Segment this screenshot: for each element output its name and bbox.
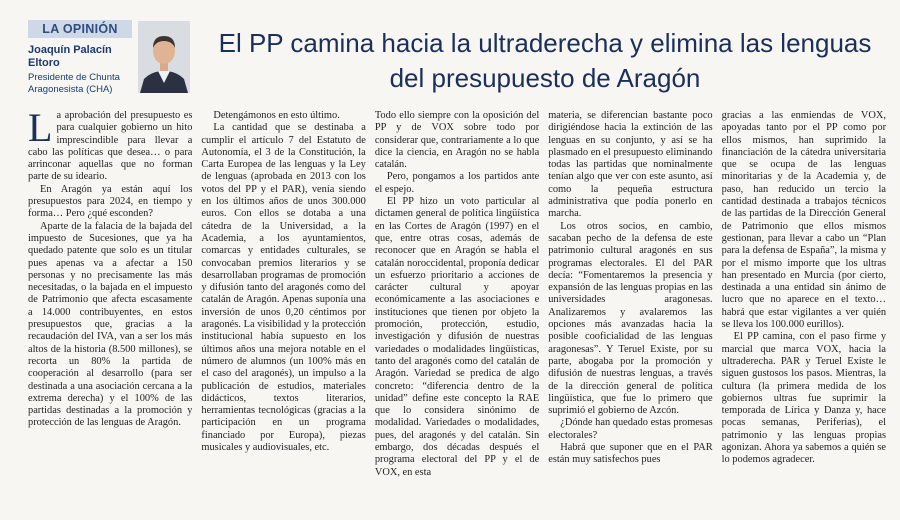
paragraph: El PP hizo un voto particular al dictamen general de política lingüística en las Cortes de Aragón (1997) en el que, entre otras cosas, además de reconocer que en Aragón se habla el catalán noroccidental, proponía dedicar un esfuerzo prioritario a acciones de carácter cultural y apoyar económicamente a las asociaciones e instituciones que tienen por objeto la promoción, protección, estudio, investigación y difusión de nuestras variedades o modalidades lingüísticas, tanto del aragonés como del catalán de Aragón. Variedad se predica de algo concreto: “diferencia dentro de la unidad” define este concepto la RAE que lo considera sinónimo de modalidad. Variedades o modalidades, pues, del aragonés y del catalán. Sin embargo, dos décadas después el programa electoral del PP y el de VOX, en esta bbox=[374, 196, 540, 478]
column-4 bbox=[548, 110, 712, 510]
paragraph bbox=[28, 110, 192, 184]
section-label: LA OPINIÓN bbox=[28, 20, 132, 38]
article-body bbox=[28, 110, 886, 510]
author-role: Presidente de Chunta Aragonesista (CHA) bbox=[28, 72, 120, 95]
drop-cap: L bbox=[28, 110, 53, 150]
column-1 bbox=[28, 110, 192, 510]
column-5 bbox=[722, 110, 886, 510]
article-header bbox=[0, 0, 900, 104]
paragraph: En Aragón ya están aquí los presupuestos para 2024, en tiempo y forma… Pero ¿qué esconden? bbox=[28, 183, 193, 220]
paragraph: Aparte de la falacia de la bajada del impuesto de Sucesiones, que ya ha quedado patente que solo es un titular pues apenas va a afectar a 150 personas y no precisamente las más necesitadas, o la bajada en el impuesto de Patrimonio que afecta escasamente a 14.000 contribuyentes, en estos presupuestos que, gracias a la recaudación del IVA, van a ser los más altos de la historia (8.500 millones), se recorta un 80% la partida de cooperación al desarrollo (para ser destinada a una asociación cercana a la extrema derecha) y el 100% de las partidas destinadas a la promoción y protección de las lenguas de Aragón. bbox=[28, 220, 193, 429]
paragraph: El PP camina, con el paso firme y marcial que marca VOX, hacia la ultraderecha. PAR y Teruel Existe le siguen gustosos los pasos. Mientras, la cultura (la primera medida de los gobiernos ultras fue suprimir la temporada de Lírica y Danza y, hace pocas semanas, Periferias), el patrimonio y las lenguas propias agonizan. Ahora ya sabemos a quién se lo podemos agradecer. bbox=[721, 331, 887, 466]
paragraph: ¿Dónde han quedado estas promesas electorales? bbox=[548, 417, 713, 441]
paragraph: Los otros socios, en cambio, sacaban pecho de la defensa de este patrimonio cultural aragonés en sus programas electorales. El del PAR decía: “Fomentaremos la presencia y expansión de las lenguas propias en las universidades aragonesas. Analizaremos y avalaremos las opciones más avanzadas hacia la posible cooficialidad de las lenguas aragonesas”. Y Teruel Existe, por su parte, abogaba por la promoción y difusión de nuestras lenguas, a través de la dirección general de política lingüística, que fue lo primero que suprimió el gobierno de Azcón. bbox=[548, 220, 713, 417]
paragraph: materia, se diferencian bastante poco dirigiéndose hacia la extinción de las lenguas en su conjunto, y así se ha plasmado en el presupuesto eliminando todas las partidas que nominalmente tenían algo que ver con este asunto, así como la pequeña estructura administrativa que podía ponerlo en marcha. bbox=[548, 110, 713, 220]
paragraph: Pero, pongamos a los partidos ante el espejo. bbox=[374, 171, 540, 195]
paragraph: Todo ello siempre con la oposición del PP y de VOX sobre todo por considerar que, contrariamente a lo que dice la ciencia, en Aragón no se habla catalán. bbox=[374, 110, 540, 171]
column-3 bbox=[375, 110, 539, 510]
paragraph: La cantidad que se destinaba a cumplir el artículo 7 del Estatuto de Autonomía, el 3 de la Constitución, la Carta Europea de las lenguas y la Ley de lenguas (aprobada en 2013 con los votos del PP y el PAR), venía siendo en los últimos años de unos 300.000 euros. Con ellos se dotaba a una cátedra de la Universidad, a la Academia, a los ayuntamientos, comarcas y entidades culturales, se convocaban premios literarios y se desarrollaban programas de promoción y difusión tanto del aragonés como del catalán de Aragón. Apenas suponía una inversión de unos 0,20 céntimos por aragonés. La visibilidad y la protección institucional había supuesto en los últimos años una mejora notable en el número de alumnos (un 100% más en el caso del aragonés), un impulso a la publicación de estudios, materiales didácticos, textos literarios, herramientas tecnológicas (gracias a la participación en un programa financiado por Europa), piezas musicales y audiovisuales, etc. bbox=[201, 122, 366, 454]
paragraph: gracias a las enmiendas de VOX, apoyadas tanto por el PP como por ellos mismos, han suprimido la financiación de la cátedra universitaria que se ocupa de las lenguas minoritarias y de la Academia y, de paso, han reducido un tercio la cantidad destinada a trabajos técnicos de las partidas de la Dirección General de Patrimonio que ellos mismos gestionan, para llevar a cabo un “Plan para la defensa de España”, la misma y por el mismo importe que los ultras han presentado en Murcia (por cierto, destinada a una entidad sin ánimo de lucro que no aparece en el texto… habrá que estar vigilantes a ver quién se lleva los 100.000 eurillos). bbox=[721, 110, 887, 331]
author-name: Joaquín Palacín Eltoro bbox=[28, 44, 112, 69]
headline: El PP camina hacia la ultraderecha y elimina las lenguas del presupuesto de Aragón bbox=[218, 28, 872, 93]
paragraph-text: a aprobación del presupuesto es para cualquier gobierno un hito imprescindible para llevar a cabo las políticas que desea… o para arrinconar aquellas que no forman parte de su ideario. bbox=[28, 110, 193, 183]
author-photo bbox=[138, 21, 190, 93]
paragraph: Detengámonos en esto último. bbox=[213, 110, 340, 121]
paragraph: Habrá que suponer que en el PAR están muy satisfechos pues bbox=[548, 442, 713, 466]
column-2 bbox=[201, 110, 365, 510]
